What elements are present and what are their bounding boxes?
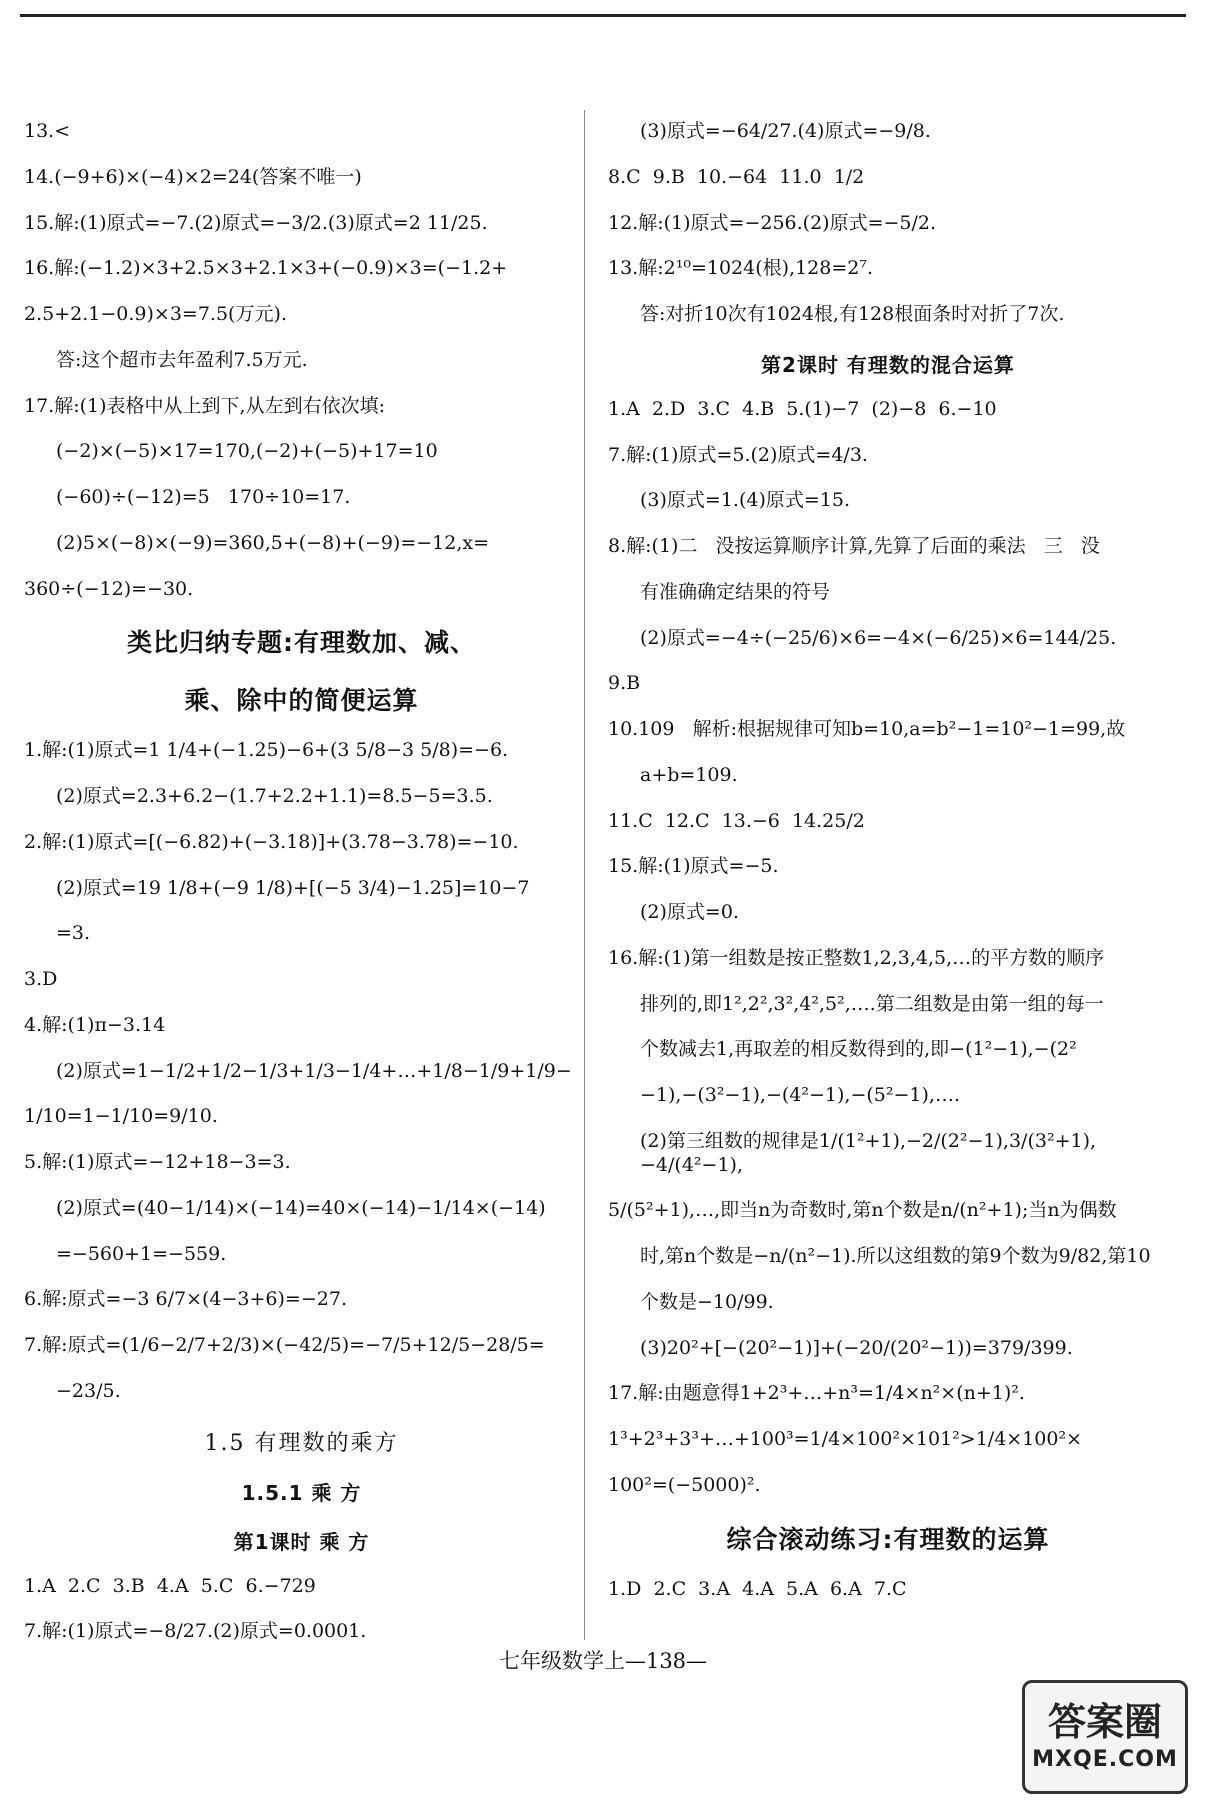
answer-line: 8.解:(1)二 没按运算顺序计算,先算了后面的乘法 三 没 <box>608 535 1100 557</box>
lesson-title: 第1课时 乘 方 <box>233 1529 370 1554</box>
answer-line: 12.解:(1)原式=−256.(2)原式=−5/2. <box>608 211 937 234</box>
subsection-title: 1.5.1 乘 方 <box>241 1480 362 1505</box>
answer-line: 4.解:(1)π−3.14 <box>24 1013 166 1036</box>
answer-line: (−60)÷(−12)=5 170÷10=17. <box>56 486 351 508</box>
answer-line: 16.解:(−1.2)×3+2.5×3+2.1×3+(−0.9)×3=(−1.2+ <box>24 257 508 280</box>
answer-line: 14.(−9+6)×(−4)×2=24(答案不唯一) <box>24 165 362 188</box>
section-title-line2: 乘、除中的简便运算 <box>184 686 419 716</box>
answer-line: 2.解:(1)原式=[(−6.82)+(−3.18)]+(3.78−3.78)=−10. <box>24 830 519 853</box>
answer-line: 5/(5²+1),…,即当n为奇数时,第n个数是n/(n²+1);当n为偶数 <box>608 1199 1117 1222</box>
answer-line: −23/5. <box>56 1379 121 1402</box>
answer-line: 答:这个超市去年盈利7.5万元. <box>56 348 308 371</box>
answer-line: 13.< <box>24 120 71 142</box>
answer-line: 10.109 解析:根据规律可知b=10,a=b²−1=10²−1=99,故 <box>608 718 1126 740</box>
answer-line: 6.解:原式=−3 6/7×(4−3+6)=−27. <box>24 1288 347 1311</box>
section-title-review: 综合滚动练习:有理数的运算 <box>726 1524 1050 1554</box>
answer-line: =−560+1=−559. <box>56 1242 227 1265</box>
lesson2-answers <box>608 398 1168 1498</box>
answer-line: 11.C 12.C 13.−6 14.25/2 <box>608 809 865 832</box>
answer-line: 1.A 2.D 3.C 4.B 5.(1)−7 (2)−8 6.−10 <box>608 397 997 420</box>
column-divider <box>584 110 585 1640</box>
answer-line: =3. <box>56 922 91 945</box>
answer-line: −1),−(3²−1),−(4²−1),−(5²−1),…. <box>640 1084 960 1106</box>
answer-line: 360÷(−12)=−30. <box>24 577 194 600</box>
top-rule <box>20 14 1186 17</box>
answer-line: (2)原式=2.3+6.2−(1.7+2.2+1.1)=8.5−5=3.5. <box>56 785 493 807</box>
answer-line: 7.解:(1)原式=5.(2)原式=4/3. <box>608 443 868 466</box>
section-title-line1: 类比归纳专题:有理数加、减、 <box>127 628 476 658</box>
simplified-operations-answers <box>24 739 579 1403</box>
answer-line: 2.5+2.1−0.9)×3=7.5(万元). <box>24 303 287 325</box>
answer-line: 8.C 9.B 10.−64 11.0 1/2 <box>608 165 865 188</box>
answer-line: 1.解:(1)原式=1 1/4+(−1.25)−6+(3 5/8−3 5/8)=−6. <box>24 739 509 762</box>
answer-line: 答:对折10次有1024根,有128根面条时对折了7次. <box>640 303 1065 325</box>
answer-line: (2)5×(−8)×(−9)=360,5+(−8)+(−9)=−12,x= <box>56 531 490 554</box>
section-title-powers: 1.5 有理数的乘方 <box>204 1430 399 1456</box>
answer-line: 15.解:(1)原式=−5. <box>608 855 779 878</box>
answer-line: a+b=109. <box>640 763 738 786</box>
answer-line: 有准确确定结果的符号 <box>640 580 831 603</box>
answer-line: 9.B <box>608 672 641 695</box>
answer-line: 1/10=1−1/10=9/10. <box>24 1105 218 1128</box>
answer-line: 3.D <box>24 968 58 990</box>
page-footer: 七年级数学上—138— <box>498 1649 708 1673</box>
review-answers <box>608 1578 1168 1602</box>
answer-line: 1.A 2.C 3.B 4.A 5.C 6.−729 <box>24 1574 316 1597</box>
watermark-logo-text: 答案圈 <box>1047 1699 1162 1744</box>
answer-line: 7.解:(1)原式=−8/27.(2)原式=0.0001. <box>24 1620 367 1643</box>
answer-line: 7.解:原式=(1/6−2/7+2/3)×(−42/5)=−7/5+12/5−28/5= <box>24 1334 545 1356</box>
answer-line: 5.解:(1)原式=−12+18−3=3. <box>24 1151 291 1173</box>
answer-line: 1³+2³+3³+…+100³=1/4×100²×101²>1/4×100²× <box>608 1428 1082 1450</box>
answer-line: (2)第三组数的规律是1/(1²+1),−2/(2²−1),3/(3²+1),−4/(4²−1), <box>640 1129 1097 1176</box>
answer-line: (2)原式=19 1/8+(−9 1/8)+[(−5 3/4)−1.25]=10−7 <box>56 876 530 899</box>
answer-line: 排列的,即1²,2²,3²,4²,5²,….第二组数是由第一组的每一 <box>640 992 1104 1015</box>
right-top-answers <box>608 120 1168 327</box>
watermark-logo <box>1022 1680 1188 1794</box>
answer-line: 15.解:(1)原式=−7.(2)原式=−3/2.(3)原式=2 11/25. <box>24 211 488 234</box>
lesson1-answers <box>24 1575 579 1645</box>
answer-line: 个数是−10/99. <box>640 1290 774 1313</box>
answer-line: (2)原式=−4÷(−25/6)×6=−4×(−6/25)×6=144/25. <box>640 626 1117 649</box>
answer-line: (2)原式=(40−1/14)×(−14)=40×(−14)−1/14×(−14) <box>56 1196 546 1219</box>
answer-line: (2)原式=0. <box>640 901 739 923</box>
answer-line: 1.D 2.C 3.A 4.A 5.A 6.A 7.C <box>608 1577 907 1600</box>
answer-line: 个数减去1,再取差的相反数得到的,即−(1²−1),−(2² <box>640 1038 1077 1061</box>
answer-line: (−2)×(−5)×17=170,(−2)+(−5)+17=10 <box>56 440 438 463</box>
answer-line: (3)原式=1.(4)原式=15. <box>640 489 851 512</box>
answer-line: (2)原式=1−1/2+1/2−1/3+1/3−1/4+…+1/8−1/9+1/9− <box>56 1059 572 1082</box>
right-column <box>608 120 1168 1623</box>
watermark-logo-url: MXQE.COM <box>1032 1746 1178 1772</box>
left-column <box>24 120 579 1666</box>
answer-line: 100²=(−5000)². <box>608 1473 761 1496</box>
answer-line: 时,第n个数是−n/(n²−1).所以这组数的第9个数为9/82,第10 <box>640 1245 1151 1267</box>
left-answers <box>24 120 579 601</box>
answer-line: 17.解:(1)表格中从上到下,从左到右依次填: <box>24 394 385 417</box>
answer-line: (3)原式=−64/27.(4)原式=−9/8. <box>640 120 931 142</box>
answer-line: 16.解:(1)第一组数是按正整数1,2,3,4,5,…的平方数的顺序 <box>608 946 1105 969</box>
answer-line: (3)20²+[−(20²−1)]+(−20/(20²−1))=379/399. <box>640 1336 1073 1359</box>
answer-line: 17.解:由题意得1+2³+…+n³=1/4×n²×(n+1)². <box>608 1382 1025 1405</box>
lesson2-title: 第2课时 有理数的混合运算 <box>761 352 1015 377</box>
answer-line: 13.解:2¹⁰=1024(根),128=2⁷. <box>608 257 874 280</box>
